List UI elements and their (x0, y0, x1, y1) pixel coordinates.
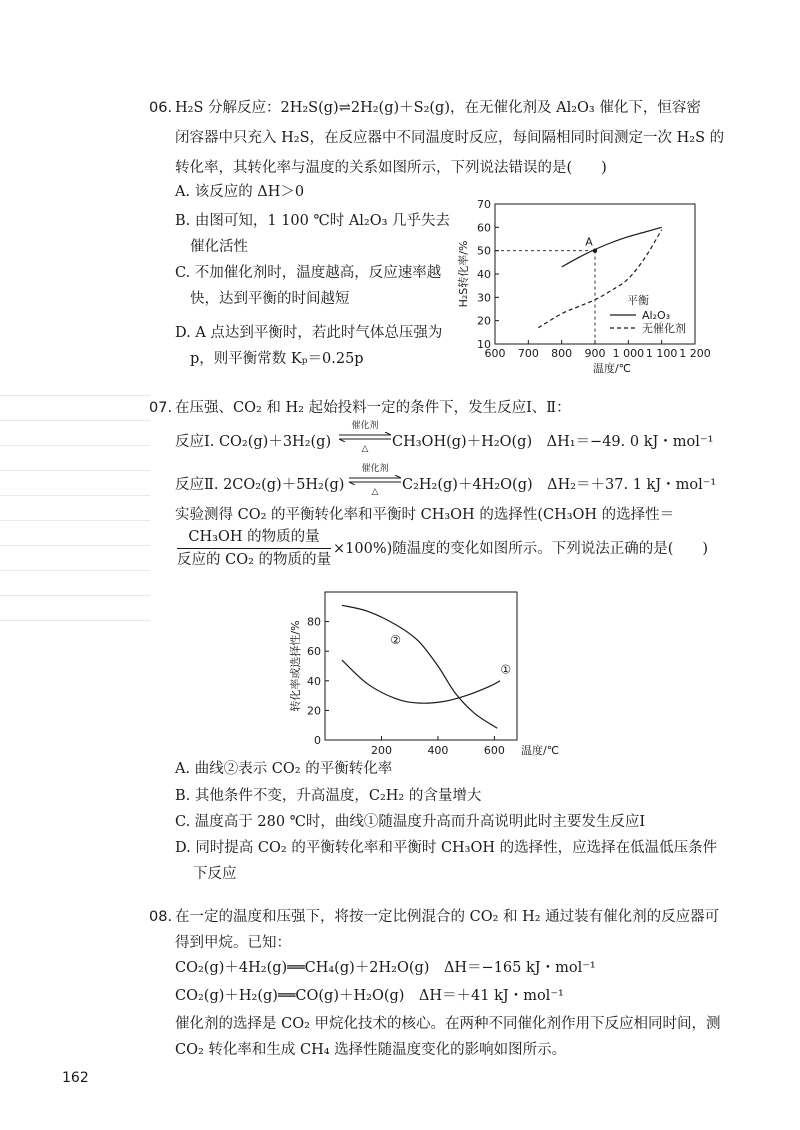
fraction-denominator: 反应的 CO₂ 的物质的量 (176, 552, 331, 568)
margin-line (0, 620, 150, 621)
x-tick-label: 600 (483, 744, 505, 757)
x-tick-label: 1 000 (612, 347, 645, 360)
option-a: A. 该反应的 ΔH＞0 (175, 184, 305, 200)
x-axis-label: 温度/℃ (521, 744, 560, 757)
arrow-catalyst-label: 催化剂 (361, 464, 389, 474)
margin-line (0, 545, 150, 546)
margin-line (0, 445, 150, 446)
y-tick-label: 40 (307, 674, 321, 688)
question-stem-line: 在一定的温度和压强下，将按一定比例混合的 CO₂ 和 H₂ 通过装有催化剂的反应器可 (175, 909, 720, 925)
y-tick-label: 50 (477, 244, 491, 258)
y-tick-label: 60 (477, 221, 491, 235)
fraction-numerator: CH₃OH 的物质的量 (188, 529, 320, 545)
legend-label: Al₂O₃ (642, 309, 671, 322)
point-a-marker (593, 248, 597, 252)
x-tick-label: 900 (584, 347, 606, 360)
margin-line (0, 420, 150, 421)
margin-line (0, 395, 150, 396)
question-number: 07. (149, 400, 173, 416)
y-axis-label: H₂S转化率/% (457, 240, 470, 308)
x-tick-label: 600 (484, 347, 506, 360)
margin-line (0, 495, 150, 496)
option-b: B. 其他条件不变，升高温度，C₂H₂ 的含量增大 (175, 788, 482, 804)
selectivity-line: 实验测得 CO₂ 的平衡转化率和平衡时 CH₃OH 的选择性(CH₃OH 的选择性＝ (175, 507, 675, 523)
series-curve-2 (342, 605, 497, 728)
reaction-1-left: 反应Ⅰ. CO₂(g)＋3H₂(g) (175, 434, 332, 450)
question-stem-line: 催化剂的选择是 CO₂ 甲烷化技术的核心。在两种不同催化剂作用下反应相同时间，测 (175, 1016, 721, 1032)
x-tick-label: 1 100 (645, 347, 678, 360)
option-c-cont: 快，达到平衡的时间越短 (190, 291, 350, 307)
option-b: B. 由图可知，1 100 ℃时 Al₂O₃ 几乎失去 (175, 213, 451, 229)
legend-label: 无催化剂 (642, 322, 686, 335)
equation-1: CO₂(g)＋4H₂(g)══CH₄(g)＋2H₂O(g) ΔH＝−165 kJ・mol⁻¹ (175, 960, 596, 976)
plot-frame (325, 592, 517, 740)
chart-conversion-selectivity (285, 590, 585, 765)
equation-2: CO₂(g)＋H₂(g)══CO(g)＋H₂O(g) ΔH＝＋41 kJ・mol⁻¹ (175, 988, 564, 1004)
margin-line (0, 570, 150, 571)
option-d-cont: p，则平衡常数 Kₚ＝0.25p (190, 351, 364, 367)
question-number: 08. (149, 909, 173, 925)
reaction-1-right: CH₃OH(g)＋H₂O(g) ΔH₁＝−49. 0 kJ・mol⁻¹ (392, 434, 714, 450)
option-d: D. A 点达到平衡时，若此时气体总压强为 (175, 325, 443, 341)
option-c: C. 温度高于 280 ℃时，曲线①随温度升高而升高说明此时主要发生反应Ⅰ (175, 814, 646, 830)
reaction-2-left: 反应Ⅱ. 2CO₂(g)＋5H₂(g) (175, 477, 345, 493)
question-stem-line: 转化率，其转化率与温度的关系如图所示，下列说法错误的是( ) (175, 160, 607, 176)
series-al2o3-line (562, 227, 662, 267)
legend-title: 平衡 (627, 294, 649, 307)
reaction-2-right: C₂H₂(g)＋4H₂O(g) ΔH₂＝＋37. 1 kJ・mol⁻¹ (402, 477, 717, 493)
y-tick-label: 80 (307, 615, 321, 629)
x-tick-label: 200 (370, 744, 392, 757)
y-tick-label: 40 (477, 268, 491, 281)
arrow-heat-label: △ (371, 487, 379, 497)
y-tick-label: 20 (307, 704, 321, 718)
question-stem-line: CO₂ 转化率和生成 CH₄ 选择性随温度变化的影响如图所示。 (175, 1042, 567, 1058)
y-tick-label: 70 (477, 198, 491, 211)
y-tick-label: 20 (477, 314, 491, 328)
margin-line (0, 595, 150, 596)
arrow-heat-label: △ (361, 444, 369, 454)
question-stem-line: 闭容器中只充入 H₂S，在反应器中不同温度时反应，每间隔相同时间测定一次 H₂S 的 (175, 130, 725, 146)
fraction-bar (177, 548, 331, 549)
margin-line (0, 470, 150, 471)
y-tick-label: 30 (477, 291, 491, 305)
question-stem-line: 得到甲烷。已知： (175, 935, 291, 951)
x-tick-label: 800 (551, 347, 573, 360)
arrow-catalyst-label: 催化剂 (351, 421, 379, 431)
margin-line (0, 520, 150, 521)
y-tick-label: 60 (307, 645, 321, 659)
option-c: C. 不加催化剂时，温度越高，反应速率越 (175, 265, 442, 281)
x-axis-label: 温度/℃ (592, 362, 632, 375)
option-b-cont: 催化活性 (190, 239, 248, 255)
y-tick-label: 10 (477, 338, 491, 351)
x-tick-label: 1 200 (679, 347, 711, 360)
curve-2-label: ② (390, 632, 401, 647)
point-a-label: A (585, 235, 593, 249)
equilibrium-arrow-icon (338, 432, 392, 442)
y-axis-label: 转化率或选择性/% (289, 620, 302, 712)
fraction-tail: ×100%)随温度的变化如图所示。下列说法正确的是( ) (333, 541, 709, 557)
x-tick-label: 700 (517, 347, 539, 360)
question-stem-line: 在压强、CO₂ 和 H₂ 起始投料一定的条件下，发生反应Ⅰ、Ⅱ： (175, 400, 571, 416)
y-tick-label: 0 (314, 734, 321, 747)
x-tick-label: 400 (427, 744, 449, 757)
page-number: 162 (62, 1070, 89, 1086)
question-number: 06. (149, 100, 173, 116)
option-d: D. 同时提高 CO₂ 的平衡转化率和平衡时 CH₃OH 的选择性，应选择在低温低压条件 (175, 840, 718, 856)
chart-h2s-conversion (440, 192, 730, 382)
question-stem-line: H₂S 分解反应：2H₂S(g)⇌2H₂(g)＋S₂(g)，在无催化剂及 Al₂O₃ 催化下，恒容密 (175, 100, 701, 116)
curve-1-label: ① (500, 662, 512, 677)
series-curve-1 (342, 660, 500, 703)
option-d-cont: 下反应 (193, 866, 237, 882)
option-a: A. 曲线②表示 CO₂ 的平衡转化率 (175, 761, 393, 777)
equilibrium-arrow-icon (348, 475, 402, 485)
